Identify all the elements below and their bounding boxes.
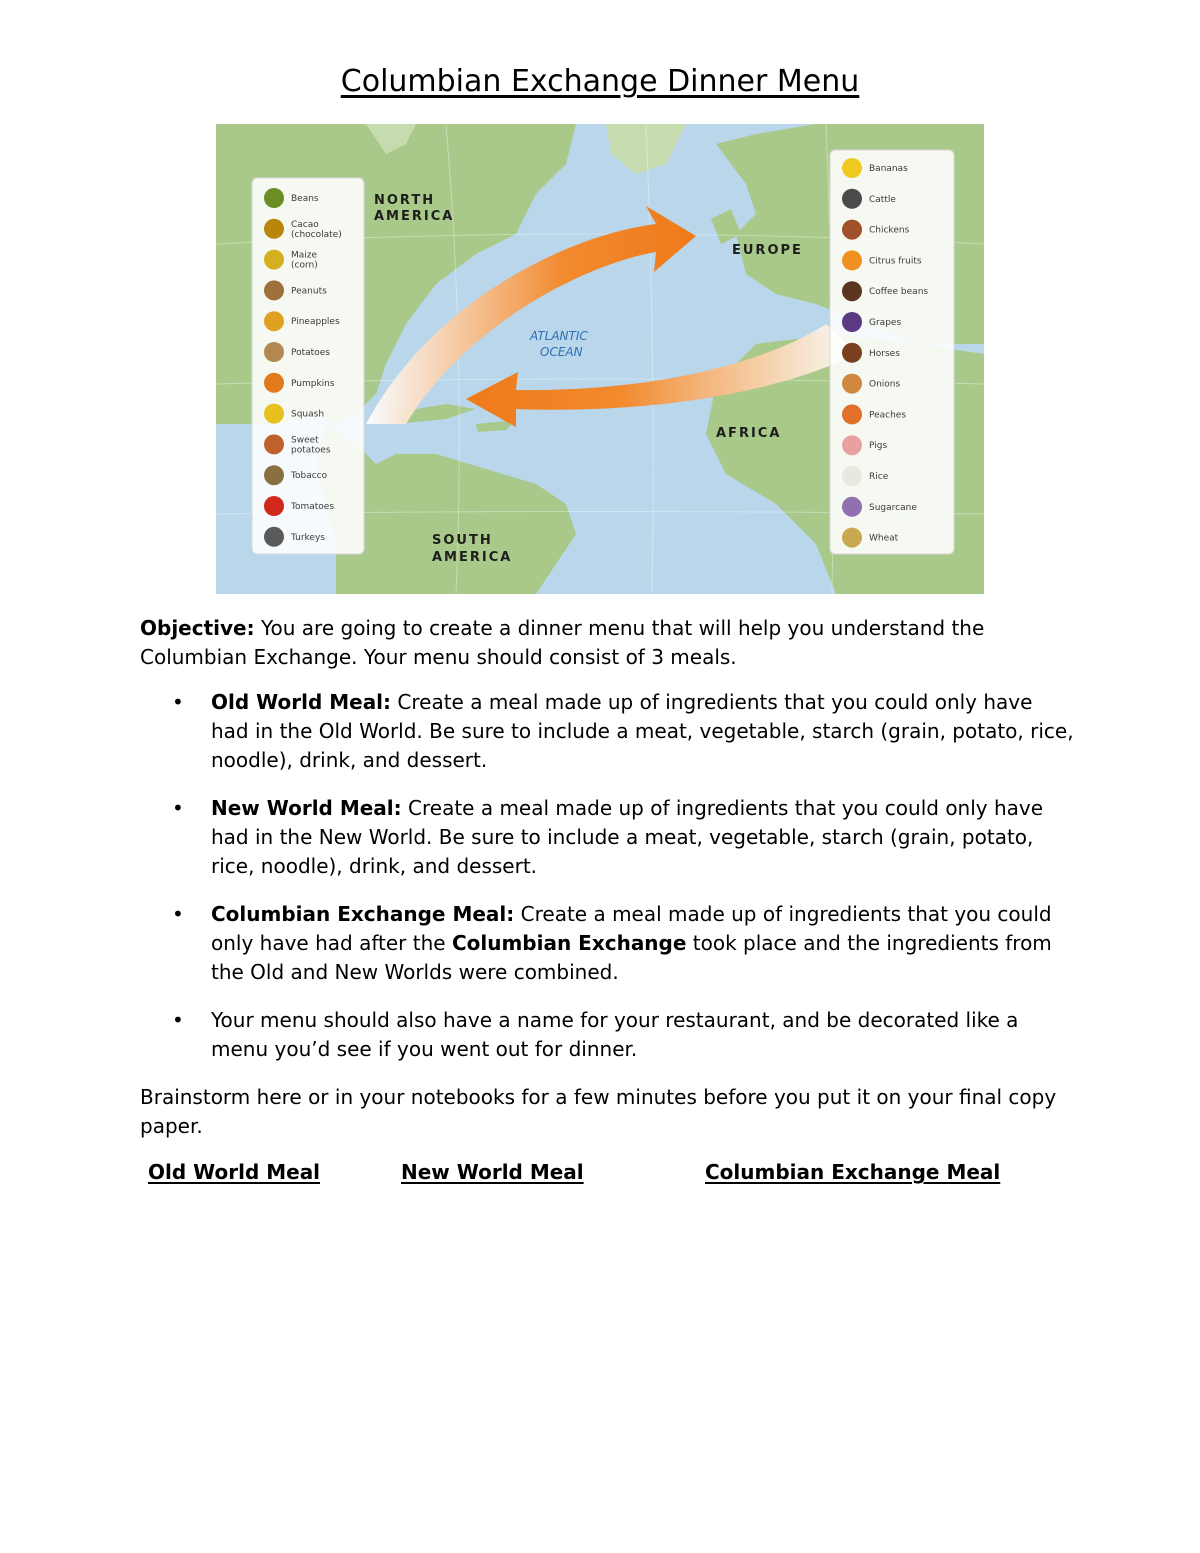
region-label-north-america: NORTH xyxy=(374,193,436,208)
new-world-item-icon xyxy=(264,188,284,208)
old-world-item-label: Wheat xyxy=(869,533,899,544)
objective-label: Objective: xyxy=(140,616,255,640)
task-text: Your menu should also have a name for your restaurant, and be decorated like a menu you’d see if you went out for dinner. xyxy=(211,1008,1019,1061)
task-label: New World Meal: xyxy=(211,796,402,820)
new-world-item-icon xyxy=(264,311,284,331)
task-text: Create a meal made up of ingredients that you could only have had in the New World. Be sure to include a meat, vegetable, starch (grain, potato, rice, noodle), drink, and dessert. xyxy=(211,796,1044,878)
meal-column-headers xyxy=(0,1160,1200,1190)
new-world-item-label: Pumpkins xyxy=(291,378,335,389)
ocean-label-2: OCEAN xyxy=(540,345,583,359)
old-world-item-label: Horses xyxy=(869,348,900,359)
old-world-item-label: Onions xyxy=(869,379,901,390)
old-world-item-icon xyxy=(842,466,862,486)
task-new-world-meal xyxy=(140,794,1075,881)
old-world-item-icon xyxy=(842,250,862,270)
old-world-item-label: Peaches xyxy=(869,410,907,421)
new-world-item-icon xyxy=(264,342,284,362)
new-world-item-label: Sweet xyxy=(291,435,319,446)
new-world-item-label: Beans xyxy=(291,194,319,204)
new-world-item-label: Squash xyxy=(291,409,325,420)
new-world-item-label-line2: (chocolate) xyxy=(291,229,342,240)
task-columbian-exchange-meal xyxy=(140,900,1075,987)
new-world-item-icon xyxy=(264,373,284,393)
new-world-item-icon xyxy=(264,496,284,516)
new-world-item-icon xyxy=(264,527,284,547)
old-world-item-label: Grapes xyxy=(869,318,902,328)
meal-task-list xyxy=(140,688,1075,1064)
new-world-item-icon xyxy=(264,404,284,424)
column-header-old-world: Old World Meal xyxy=(148,1160,321,1184)
task-bold-term: Columbian Exchange xyxy=(451,931,687,955)
old-world-item-icon xyxy=(842,374,862,394)
region-label-europe: EUROPE xyxy=(732,243,803,258)
new-world-item-icon xyxy=(264,465,284,485)
old-world-item-icon xyxy=(842,404,862,424)
new-world-item-label: Turkeys xyxy=(291,532,325,543)
brainstorm-instructions: Brainstorm here or in your notebooks for a few minutes before you put it on your final copy paper. xyxy=(140,1085,1057,1138)
new-world-item-label-line2: potatoes xyxy=(291,445,331,456)
old-world-item-label: Sugarcane xyxy=(869,502,917,513)
new-world-item-label: Tobacco xyxy=(291,471,328,482)
region-label-south-america: SOUTH xyxy=(432,533,493,548)
task-text: Create a meal made up of ingredients that you could only have had after the xyxy=(211,902,1052,955)
page-title: Columbian Exchange Dinner Menu xyxy=(340,64,860,99)
new-world-item-label: Cacao xyxy=(291,219,319,230)
region-label-north-america-2: AMERICA xyxy=(374,209,455,224)
new-world-item-icon xyxy=(264,434,284,454)
new-world-item-label: Tomatoes xyxy=(291,502,335,512)
task-text-2: took place and the ingredients from the Old and New Worlds were combined. xyxy=(211,931,1052,984)
task-restaurant-name xyxy=(140,1006,1075,1064)
region-label-south-america-2: AMERICA xyxy=(432,550,513,565)
task-label: Old World Meal: xyxy=(211,690,392,714)
old-world-item-label: Citrus fruits xyxy=(869,256,922,267)
objective-text: You are going to create a dinner menu that will help you understand the Columbian Exchange. Your menu should consist of 3 meals. xyxy=(140,616,985,669)
old-world-item-icon xyxy=(842,220,862,240)
old-world-item-label: Chickens xyxy=(869,225,910,236)
old-world-item-label: Rice xyxy=(869,472,889,482)
column-header-new-world: New World Meal xyxy=(401,1160,584,1184)
old-world-item-icon xyxy=(842,281,862,301)
old-world-item-icon xyxy=(842,435,862,455)
task-text: Create a meal made up of ingredients that you could only have had in the Old World. Be sure to include a meat, vegetable, starch (grain, potato, rice, noodle), drink, and dessert. xyxy=(211,690,1074,772)
old-world-item-label: Coffee beans xyxy=(869,287,929,298)
new-world-item-label: Maize xyxy=(291,250,318,261)
ocean-label: ATLANTIC xyxy=(530,329,588,343)
old-world-item-icon xyxy=(842,158,862,178)
task-old-world-meal xyxy=(140,688,1075,775)
column-header-columbian-exchange: Columbian Exchange Meal xyxy=(705,1160,1001,1184)
old-world-item-icon xyxy=(842,497,862,517)
new-world-item-label: Peanuts xyxy=(291,286,327,297)
old-world-item-label: Pigs xyxy=(869,441,888,452)
new-world-item-label-line2: (corn) xyxy=(291,260,318,271)
old-world-item-icon xyxy=(842,343,862,363)
old-world-item-label: Cattle xyxy=(869,194,896,205)
objective-paragraph xyxy=(140,614,1075,672)
region-label-africa: AFRICA xyxy=(716,426,782,441)
new-world-item-label: Pineapples xyxy=(291,317,340,328)
new-world-item-label: Potatoes xyxy=(291,348,330,358)
columbian-exchange-map xyxy=(216,124,984,594)
new-world-item-icon xyxy=(264,280,284,300)
new-world-item-icon xyxy=(264,250,284,270)
old-world-item-icon xyxy=(842,189,862,209)
task-label: Columbian Exchange Meal: xyxy=(211,902,515,926)
old-world-item-icon xyxy=(842,312,862,332)
old-world-item-icon xyxy=(842,528,862,548)
new-world-item-icon xyxy=(264,219,284,239)
old-world-item-label: Bananas xyxy=(869,164,908,174)
